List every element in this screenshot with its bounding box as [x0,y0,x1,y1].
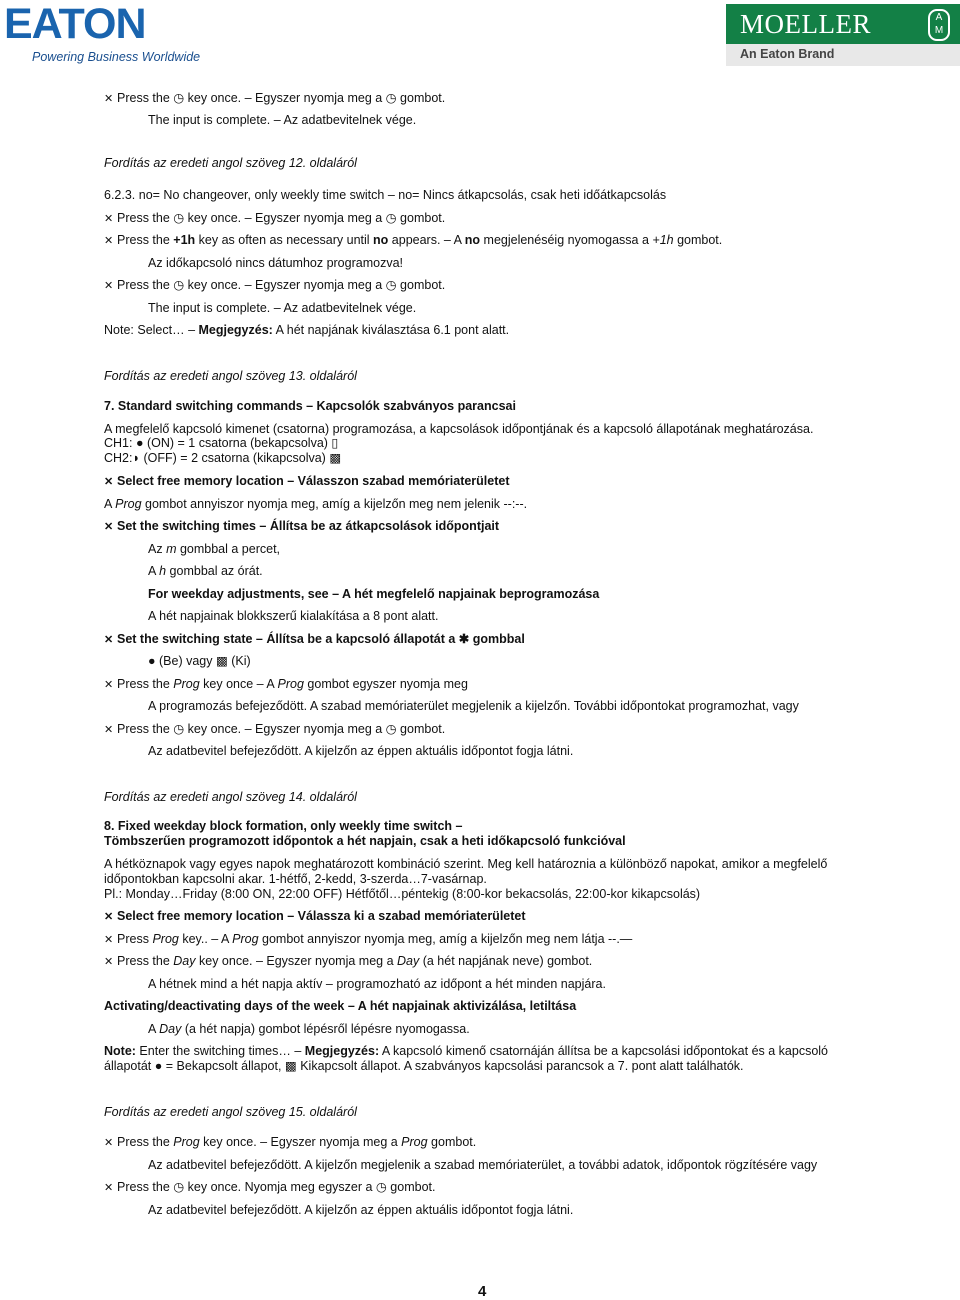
step-text: Select free memory location – Válassza ki a szabad memóriaterületet [117,909,526,923]
sub-heading: Activating/deactivating days of the week – A hét napjainak aktivizálása, letiltása [104,999,577,1013]
cross-bullet-icon: ✕ [104,1137,114,1149]
step-heading [104,632,525,648]
key-label: +1h [173,233,196,247]
text-span: Press the [117,677,174,691]
text-span: key once. – Egyszer nyomja meg a [195,954,397,968]
translation-source-heading: Fordítás az eredeti angol szöveg 12. oldaláról [104,156,357,170]
instruction-line [104,1180,435,1196]
text-span: gombot annyiszor nyomja meg, amíg a kijelzőn meg nem jelenik --:--. [141,497,528,511]
result-line: Az adatbevitel befejeződött. A kijelzőn az éppen aktuális időpontot fogja látni. [148,744,574,758]
channel-line: CH2:◗ (OFF) = 2 csatorna (kikapcsolva) ▩ [104,451,342,465]
cross-bullet-icon: ✕ [104,235,114,247]
note-line [104,1044,874,1074]
key-label: Prog [232,932,259,946]
eaton-logo [4,0,204,66]
key-label: h [159,564,167,578]
instruction-line [104,278,445,294]
instruction-text: Press the ◷ key once. Nyomja meg egyszer a ◷ gombot. [117,1180,436,1194]
display-value: no [373,233,389,247]
text-span: key as often as necessary until [195,233,374,247]
note-label: Megjegyzés: [198,323,273,337]
text-span: gombot annyiszor nyomja meg, amíg a kijelzőn meg nem látja --.— [258,932,633,946]
note-label: Note [104,323,131,337]
text-span: Press the [117,1135,174,1149]
display-value: no [464,233,481,247]
key-label: Prog [152,932,179,946]
result-line [148,564,263,579]
moeller-brand-text: An Eaton Brand [740,47,835,61]
result-line [148,1022,470,1037]
instruction-text: Press the ◷ key once. – Egyszer nyomja meg a ◷ gombot. [117,91,446,105]
section-heading: 6.2.3. no= No changeover, only weekly time switch – no= Nincs átkapcsolás, csak heti időátkapcsolás [104,188,667,202]
paragraph: A megfelelő kapcsoló kimenet (csatorna) programozása, a kapcsolások időpontjának és a kapcsoló állapotának meghatározása. [104,422,814,436]
text-span: key once. – Egyszer nyomja meg a [199,1135,402,1149]
key-label: Day [159,1022,182,1036]
note-label: Note: [104,1044,136,1058]
moeller-brand-band [726,44,960,66]
cross-bullet-icon: ✕ [104,679,114,691]
text-span: (a hét napja) gombot lépésről lépésre nyomogassa. [181,1022,470,1036]
text-span: megjelenéséig nyomogassa a [480,233,653,247]
instruction-line [104,722,445,738]
text-span: A kapcsoló kimenő csatornáján állítsa be a kapcsolási időpontokat és a kapcsoló állapotát ● = Bekapcsolt állapot, ▩ Kikapcsolt állapot. A szabványos kapcsolási parancsok a 7. pont alatt találhatók. [104,1044,829,1073]
text-span: key once – A [199,677,278,691]
paragraph: Pl.: Monday…Friday (8:00 ON, 22:00 OFF) Hétfőtől…péntekig (8:00-kor bekacsolás, 22:00-kor kikapcsolás) [104,887,701,901]
key-label: Prog [173,1135,200,1149]
key-label: Day [397,954,420,968]
step-heading [104,909,526,925]
step-heading [104,474,510,490]
paragraph: A hétköznapok vagy egyes napok meghatározott kombináció szerint. Meg kell határoznia a különböző napokat, amikor a megfelelő időpontokban kapcsolni akar. 1-hétfő, 2-kedd, 3-szerda…7-vasárnap. [104,857,828,886]
section-heading: Tömbszerűen programozott időpontok a hét napjain, csak a heti időkapcsoló funkcióval [104,834,626,848]
translation-source-heading: Fordítás az eredeti angol szöveg 14. oldaláról [104,790,357,804]
instruction-text: Press the ◷ key once. – Egyszer nyomja meg a ◷ gombot. [117,278,446,292]
moeller-logo-band [726,4,960,44]
eaton-logo-word: EATON [4,0,146,48]
cross-bullet-icon: ✕ [104,911,114,923]
text-span: Enter the switching times… – [135,1044,305,1058]
text-span: gombot egyszer nyomja meg [303,677,468,691]
result-line: ● (Be) vagy ▩ (Ki) [148,654,251,668]
instruction-text: Press the ◷ key once. – Egyszer nyomja meg a ◷ gombot. [117,211,446,225]
text-span: Press [117,932,153,946]
cross-bullet-icon: ✕ [104,956,114,968]
text-span: gombbal a percet, [176,542,281,556]
cross-bullet-icon: ✕ [104,213,114,225]
step-heading [104,519,499,535]
text-span: Press the [117,233,174,247]
text-span: gombot. [427,1135,477,1149]
text-span: (a hét napjának neve) gombot. [419,954,593,968]
instruction-line [104,1135,476,1151]
section-heading: 7. Standard switching commands – Kapcsolók szabványos parancsai [104,399,516,413]
cross-bullet-icon: ✕ [104,1182,114,1194]
key-label: +1h [652,233,674,247]
text-span: Press the [117,954,174,968]
result-line: The input is complete. – Az adatbevitelnek vége. [148,301,417,315]
text-span: appears. – A [388,233,465,247]
page-number: 4 [478,1283,487,1300]
key-label: Day [173,954,196,968]
key-label: m [166,542,177,556]
text-span: A [148,1022,160,1036]
key-label: Prog [277,677,304,691]
cross-bullet-icon: ✕ [104,521,114,533]
eaton-tagline: Powering Business Worldwide [32,50,201,64]
instruction-line [104,233,722,249]
step-text: Select free memory location – Válasszon szabad memóriaterületet [117,474,510,488]
cross-bullet-icon: ✕ [104,476,114,488]
result-line: A programozás befejeződött. A szabad memóriaterület megjelenik a kijelzőn. További időpontokat programozhat, vagy [148,699,799,713]
key-label: Prog [401,1135,428,1149]
result-line: A hétnek mind a hét napja aktív – programozható az időpont a hét minden napjára. [148,977,606,991]
result-line: Az adatbevitel befejeződött. A kijelzőn az éppen aktuális időpontot fogja látni. [148,1203,574,1217]
section-heading: 8. Fixed weekday block formation, only weekly time switch – [104,819,463,833]
instruction-line [104,932,632,948]
moeller-emblem-icon: A M [928,9,950,41]
key-label: Prog [173,677,200,691]
text-span: gombbal az órát. [166,564,263,578]
translation-source-heading: Fordítás az eredeti angol szöveg 13. oldaláról [104,369,357,383]
moeller-logo [726,4,960,64]
key-label: Prog [115,497,142,511]
result-line: Az adatbevitel befejeződött. A kijelzőn megjelenik a szabad memóriaterület, a további adatok, időpontok rögzítésére vagy [148,1158,818,1172]
channel-line: CH1: ● (ON) = 1 csatorna (bekapcsolva) ▯ [104,436,339,450]
step-text: Set the switching times – Állítsa be az átkapcsolások időpontjait [117,519,500,533]
result-line: A hét napjainak blokkszerű kialakítása a 8 pont alatt. [148,609,439,623]
note-label: Megjegyzés: [304,1044,380,1058]
cross-bullet-icon: ✕ [104,724,114,736]
instruction-line [104,211,445,227]
text-span: A hét napjának kiválasztása 6.1 pont alatt. [272,323,510,337]
result-line [148,542,280,557]
step-text: Set the switching state – Állítsa be a kapcsoló állapotát a ✱ gombbal [117,632,525,646]
translation-source-heading: Fordítás az eredeti angol szöveg 15. oldaláról [104,1105,357,1119]
result-line: Az időkapcsoló nincs dátumhoz programozva! [148,256,403,270]
paragraph [104,497,527,512]
cross-bullet-icon: ✕ [104,280,114,292]
text-span: key.. – A [178,932,233,946]
instruction-line [104,91,445,107]
note-line [104,323,509,338]
instruction-text: Press the ◷ key once. – Egyszer nyomja meg a ◷ gombot. [117,722,446,736]
text-span: A [148,564,160,578]
cross-bullet-icon: ✕ [104,634,114,646]
cross-bullet-icon: ✕ [104,93,114,105]
text-span: gombot. [673,233,723,247]
sub-heading: For weekday adjustments, see – A hét megfelelő napjainak beprogramozása [148,587,600,601]
text-span: Az [148,542,167,556]
instruction-line [104,677,468,693]
cross-bullet-icon: ✕ [104,934,114,946]
result-line: The input is complete. – Az adatbevitelnek vége. [148,113,417,127]
text-span: A [104,497,116,511]
text-span: : Select… – [130,323,199,337]
instruction-line [104,954,592,970]
moeller-logo-word: MOELLER [740,9,871,39]
